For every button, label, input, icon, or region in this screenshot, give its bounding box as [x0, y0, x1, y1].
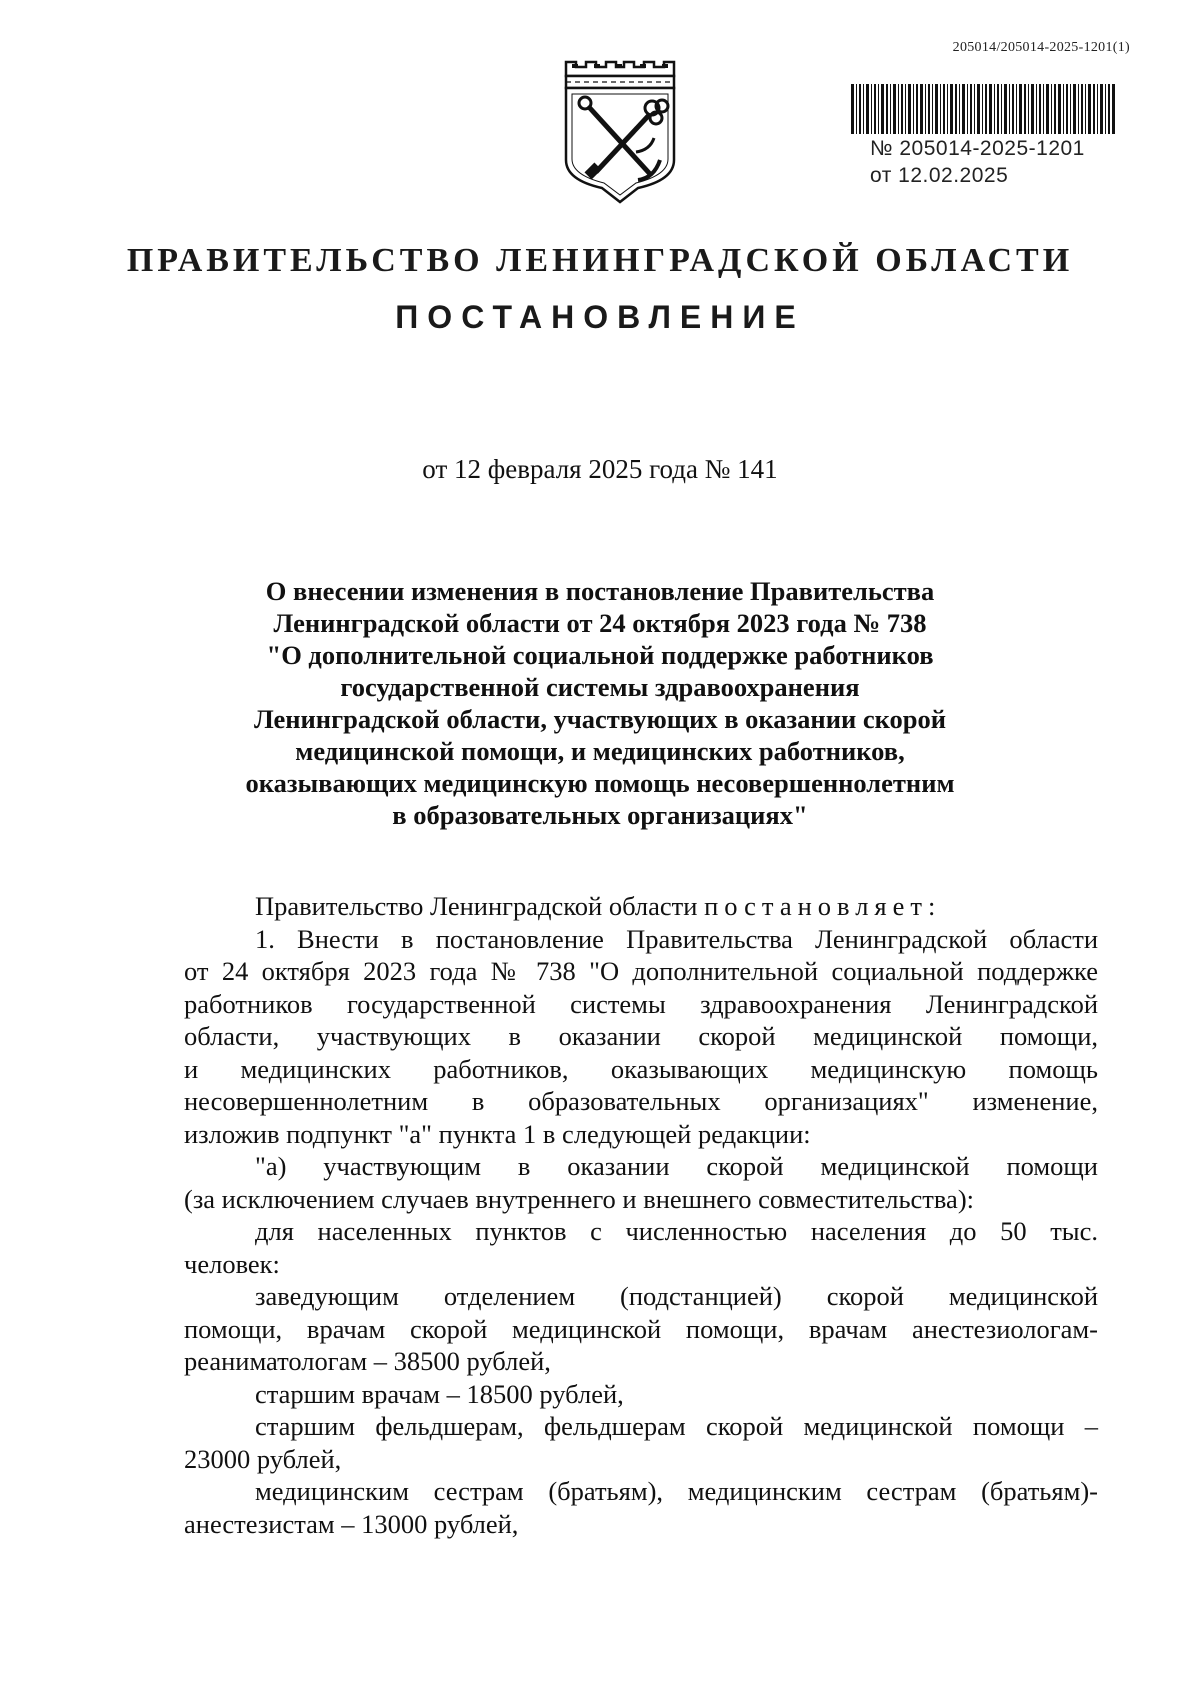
- body-line: для населенных пунктов с численностью населения до 50 тыс.: [255, 1216, 1098, 1246]
- heading-line: медицинской помощи, и медицинских работников,: [295, 736, 905, 766]
- heading-line: "О дополнительной социальной поддержке работников: [266, 640, 934, 670]
- heading-line: в образовательных организациях": [392, 800, 808, 830]
- heading-line: оказывающих медицинскую помощь несовершеннолетним: [245, 768, 955, 798]
- government-title: ПРАВИТЕЛЬСТВО ЛЕНИНГРАДСКОЙ ОБЛАСТИ: [126, 242, 1074, 279]
- body-intro: [184, 890, 1098, 923]
- body-line: 23000 рублей,: [184, 1443, 342, 1474]
- document-type: ПОСТАНОВЛЕНИЕ: [395, 299, 805, 335]
- body-line: заведующим отделением (подстанцией) скорой медицинской: [255, 1281, 1098, 1311]
- body-line: реаниматологам – 38500 рублей,: [184, 1346, 551, 1376]
- body-line: анестезистам – 13000 рублей,: [184, 1508, 519, 1539]
- body-line: человек:: [184, 1248, 280, 1279]
- document-date-number: от 12 февраля 2025 года № 141: [422, 454, 778, 484]
- body-line: старшим фельдшерам, фельдшерам скорой медицинской помощи –: [255, 1411, 1098, 1441]
- registration-date: от 12.02.2025: [870, 164, 1009, 187]
- body-line: "а) участвующим в оказании скорой медицинской помощи: [255, 1151, 1098, 1181]
- body-line: от 24 октября 2023 года № 738 "О дополнительной социальной поддержке: [184, 956, 1098, 986]
- body-line: области, участвующих в оказании скорой медицинской помощи,: [184, 1021, 1098, 1051]
- registration-number: № 205014-2025-1201: [870, 137, 1085, 160]
- body-line: и медицинских работников, оказывающих медицинскую помощь: [184, 1053, 1098, 1084]
- body-line: помощи, врачам скорой медицинской помощи, врачам анестезиологам-: [184, 1313, 1098, 1344]
- body-line: изложив подпункт "а" пункта 1 в следующей редакции:: [184, 1118, 811, 1149]
- intro-resolves: постановляет:: [704, 891, 942, 921]
- corner-document-id: 205014/205014-2025-1201(1): [952, 40, 1130, 55]
- heading-line: Ленинградской области, участвующих в оказании скорой: [253, 704, 947, 734]
- heading-line: государственной системы здравоохранения: [340, 672, 860, 702]
- intro-prefix: Правительство Ленинградской области: [255, 891, 698, 921]
- body-line: (за исключением случаев внутреннего и внешнего совместительства):: [184, 1183, 975, 1214]
- coat-of-arms-emblem-icon: [558, 56, 682, 204]
- body-line: старшим врачам – 18500 рублей,: [255, 1378, 624, 1409]
- document-body: [184, 890, 1098, 1540]
- heading-line: О внесении изменения в постановление Правительства: [265, 576, 935, 606]
- body-line: 1. Внести в постановление Правительства Ленинградской области: [255, 923, 1098, 954]
- body-line: несовершеннолетним в образовательных организациях" изменение,: [184, 1086, 1098, 1116]
- heading-line: Ленинградской области от 24 октября 2023 года № 738: [273, 608, 927, 638]
- body-line: медицинским сестрам (братьям), медицинским сестрам (братьям)-: [255, 1476, 1098, 1506]
- body-line: работников государственной системы здравоохранения Ленинградской: [184, 988, 1098, 1019]
- document-heading: [180, 575, 1020, 831]
